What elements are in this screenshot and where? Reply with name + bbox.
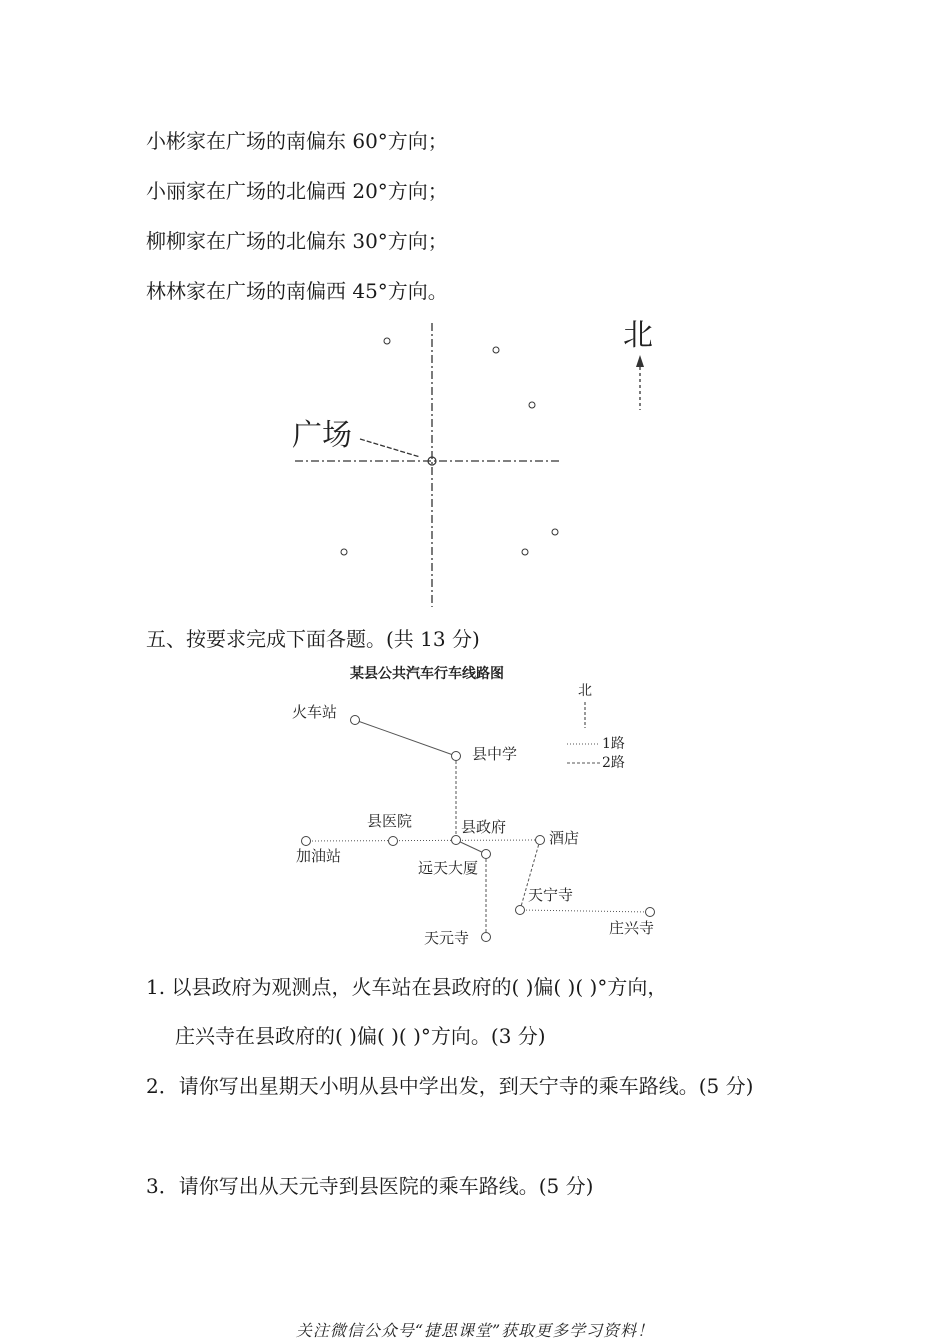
statement-linlin: 林林家在广场的南偏西 45°方向。: [146, 279, 448, 303]
house-marker: [341, 338, 558, 555]
stop-gas-station: 加油站: [296, 847, 342, 865]
statement-xiaobin: 小彬家在广场的南偏东 60°方向；: [146, 129, 448, 153]
stop-zhuangxing-temple: 庄兴寺: [609, 919, 655, 937]
question-3: 3．请你写出从天元寺到县医院的乘车路线。(5 分): [146, 1174, 594, 1198]
square-direction-diagram: [280, 315, 680, 615]
stop-tianyuan-temple: 天元寺: [424, 929, 470, 947]
stop-county-middle-school: 县中学: [472, 745, 518, 763]
stop-hotel: 酒店: [549, 829, 580, 847]
legend-route2-label: 2路: [602, 755, 625, 771]
legend-route1-label: 1路: [602, 736, 625, 752]
stop-county-hospital: 县医院: [367, 812, 413, 830]
footer-note: 关注微信公众号“捷思课堂”获取更多学习资料！: [295, 1321, 655, 1340]
stop-train-station: 火车站: [292, 703, 338, 721]
statement-xiaoli: 小丽家在广场的北偏西 20°方向；: [146, 179, 448, 203]
square-label: 广场: [292, 418, 352, 453]
bus-route-map: [280, 660, 700, 960]
north-arrowhead: [636, 355, 644, 367]
stop-yuantian-building: 远天大厦: [418, 859, 479, 877]
stop-county-government: 县政府: [461, 818, 507, 836]
section-heading: 五、按要求完成下面各题。(共 13 分): [146, 627, 480, 651]
question-1-line-1: 1. 以县政府为观测点，火车站在县政府的( )偏( )( )°方向，: [146, 975, 668, 999]
north-label: 北: [623, 318, 653, 353]
question-2: 2．请你写出星期天小明从县中学出发，到天宁寺的乘车路线。(5 分): [146, 1074, 754, 1098]
map-north-label: 北: [578, 683, 592, 699]
map-title: 某县公共汽车行车线路图: [350, 666, 504, 682]
square-pointer-line: [360, 439, 420, 457]
question-1-line-2: 庄兴寺在县政府的( )偏( )( )°方向。(3 分): [175, 1024, 546, 1048]
statement-liuliu: 柳柳家在广场的北偏东 30°方向；: [146, 229, 448, 253]
stop-tianning-temple: 天宁寺: [528, 886, 574, 904]
